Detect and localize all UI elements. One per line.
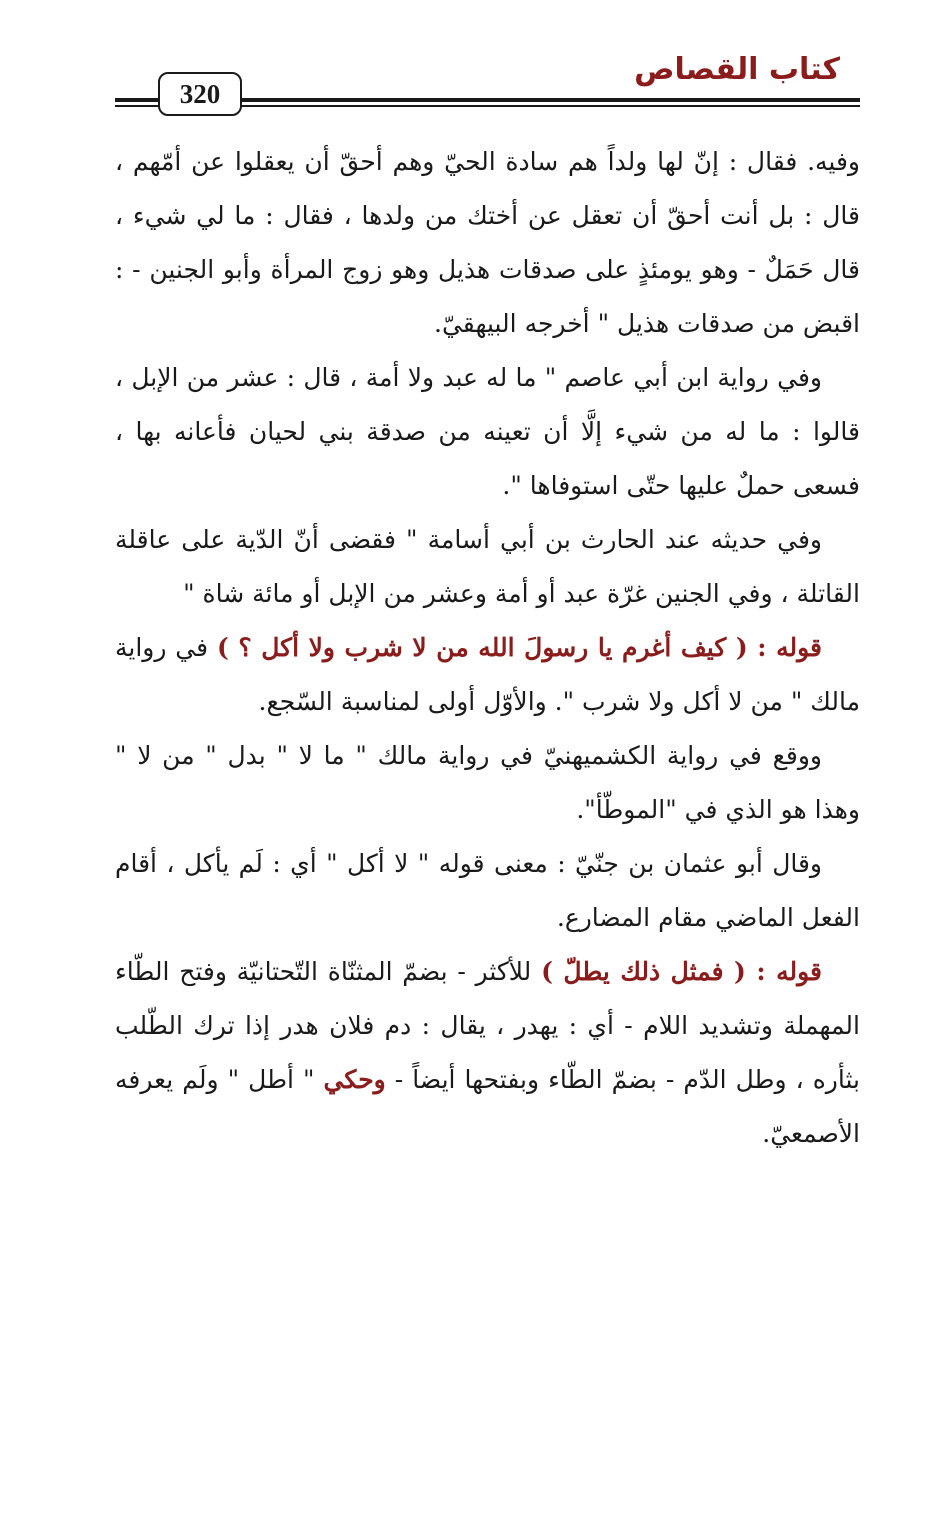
body-text: وقال أبو عثمان بن جنّيّ : معنى قوله " لا أكل " أي : لَم يأكل ، أقام الفعل الماضي مقام المضارع. [115,849,860,932]
body-text: وفيه. فقال : إنّ لها ولداً هم سادة الحيّ وهم أحقّ أن يعقلوا عن أمّهم ، قال : بل أنت أحقّ أن تعقل عن أختك من ولدها ، فقال : ما لي شيء ، قال حَمَلٌ - وهو يومئذٍ على صدقات هذيل وهو زوج المرأة وأبو الجنين - : اقبض من صدقات هذيل " أخرجه البيهقيّ. [115,147,860,338]
body-text: للأكثر - بضمّ المثنّاة التّحتانيّة وفتح الطّاء المهملة وتشديد اللام - أي : يهدر ، يقال : دم فلان هدر إذا ترك الطّلب بثأره ، وطل الدّم - بضمّ الطّاء وبفتحها أيضاً - [115,957,860,1094]
highlighted-text: وحكي [323,1065,386,1094]
paragraph [115,351,860,513]
paragraph [115,135,860,351]
paragraph [115,945,860,1161]
body-text: في رواية مالك " من لا أكل ولا شرب ". والأوّل أولى لمناسبة السّجع. [115,633,860,716]
page-number-box [158,72,242,116]
highlighted-text: قوله : ( فمثل ذلك يطلّ ) [541,957,823,986]
paragraph [115,729,860,837]
body-text: ووقع في رواية الكشميهنيّ في رواية مالك " ما لا " بدل " من لا " وهذا هو الذي في "الموطّأ". [115,741,860,824]
paragraph [115,621,860,729]
body-text: وفي حديثه عند الحارث بن أبي أسامة " فقضى أنّ الدّية على عاقلة القاتلة ، وفي الجنين غرّة عبد أو أمة وعشر من الإبل أو مائة شاة " [115,525,860,608]
page-number: 320 [179,78,221,109]
highlighted-text: قوله : ( كيف أغرم يا رسولَ الله من لا شرب ولا أكل ؟ ) [216,633,822,662]
paragraph [115,837,860,945]
body-text: وفي رواية ابن أبي عاصم " ما له عبد ولا أمة ، قال : عشر من الإبل ، قالوا : ما له من شيء إلَّا أن تعينه من صدقة بني لحيان فأعانه بها ، فسعى حملٌ عليها حتّى استوفاها ". [115,363,860,500]
body-text: " أطل " ولَم يعرفه الأصمعيّ. [115,1065,860,1148]
book-title: كتاب القصاص [634,52,840,87]
page-body [115,135,860,1161]
page-header [0,0,945,125]
paragraph [115,513,860,621]
